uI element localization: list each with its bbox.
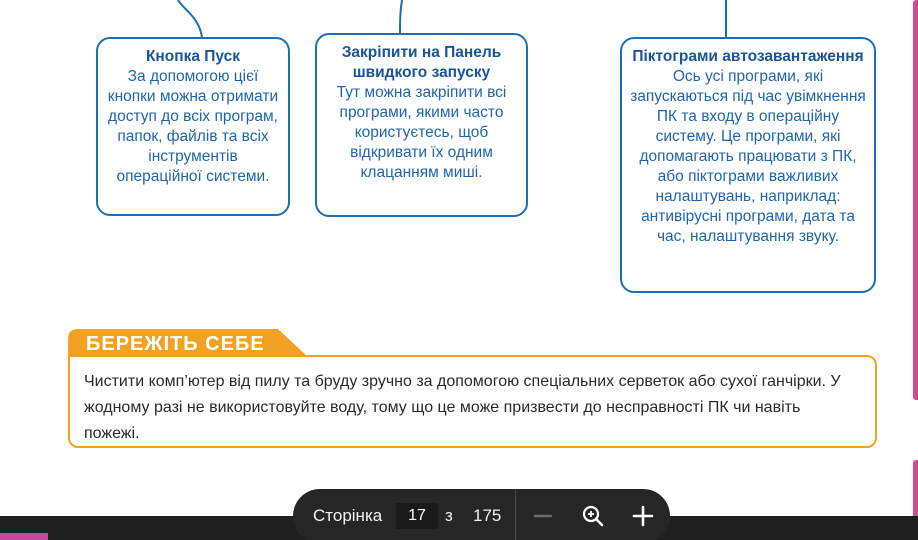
pin-to-taskbar-callout-title: Закріпити на Панель швидкого запуску [341, 44, 502, 81]
start-button-callout-title: Кнопка Пуск [145, 48, 241, 65]
toolbar-divider [515, 489, 516, 540]
pin-to-taskbar-callout [315, 33, 528, 217]
start-connector-line [170, 0, 210, 40]
care-heading-tab [68, 329, 310, 357]
page-navigation-toolbar [293, 489, 670, 540]
zoom-in-button[interactable] [627, 500, 659, 532]
page-of-label: з [445, 506, 453, 525]
startup-icons-callout-title: Піктограми автозавантаження [632, 48, 864, 65]
start-button-callout-text: За допомогою цієї кнопки можна отримати доступ до всіх програм, папок, файлів та всіх інструментів операційної системи. [107, 68, 279, 185]
zoom-button[interactable] [577, 500, 609, 532]
plus-icon [631, 504, 655, 528]
care-note-box [68, 355, 877, 448]
page-label: Сторінка [313, 506, 383, 525]
minus-icon [532, 505, 554, 527]
startup-icons-callout [620, 37, 876, 293]
current-page-input[interactable] [396, 503, 438, 529]
start-button-callout [96, 37, 290, 216]
pin-to-taskbar-callout-text: Тут можна закріпити всі програми, якими часто користуєтесь, щоб відкривати їх одним клацанням миші. [336, 84, 507, 181]
total-pages: 175 [473, 506, 502, 525]
zoom-in-icon [581, 504, 605, 528]
bottom-left-accent [0, 533, 48, 540]
tray-connector-line [714, 0, 754, 40]
zoom-out-button[interactable] [527, 500, 559, 532]
care-heading: БЕРЕЖІТЬ СЕБЕ [86, 333, 265, 355]
startup-icons-callout-text: Ось усі програми, які запускаються під час увімкнення ПК та входу в операційну систему. Це програми, які допомагають працювати з ПК, або піктограми важливих налаштувань, наприклад: антивірусні програми, дата та час, налаштування звуку. [630, 68, 866, 245]
right-edge-accent-top [913, 0, 918, 400]
care-note-text: Чистити комп’ютер від пилу та бруду зручно за допомогою спеціальних серветок або сухої ганчірки. У жодному разі не використовуйте воду, тому що це може призвести до несправності ПК чи навіть пожежі. [84, 373, 841, 442]
